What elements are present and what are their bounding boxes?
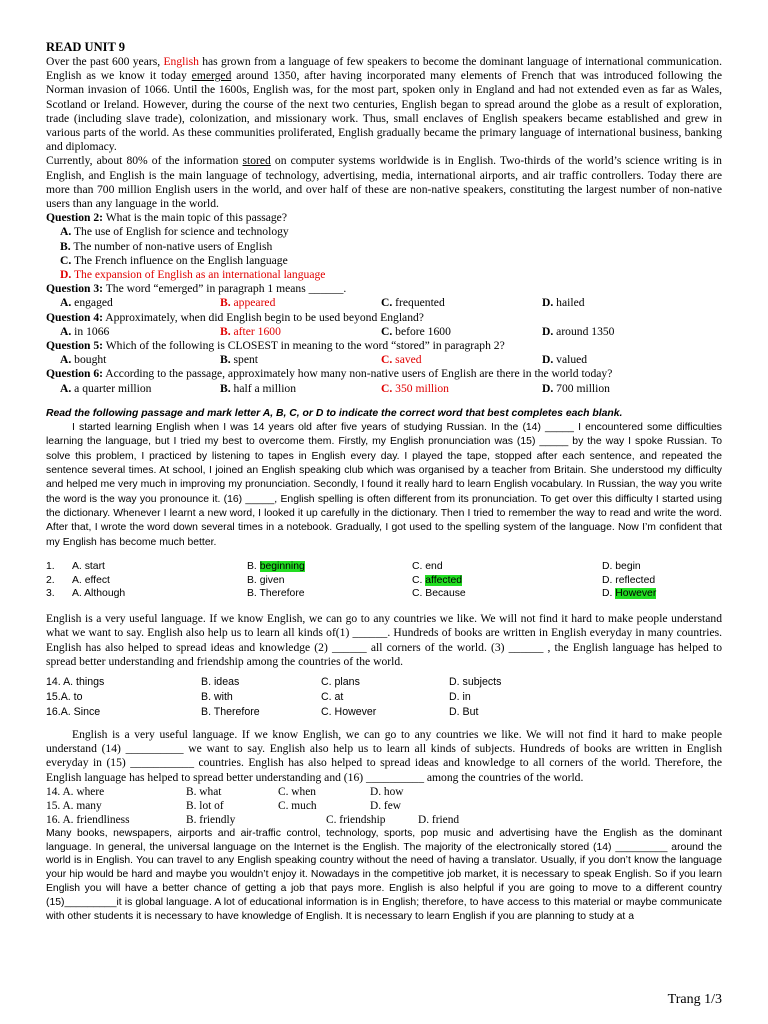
question-label: Question 4: <box>46 310 104 324</box>
question-text: The word “emerged” in paragraph 1 means ______. <box>103 282 347 296</box>
word-emerged: emerged <box>191 69 232 83</box>
page-title: READ UNIT 9 <box>46 40 125 54</box>
option-text: a quarter million <box>71 381 152 395</box>
passage-1 <box>46 55 722 211</box>
option-c <box>412 574 602 588</box>
answer-option: B. friendly <box>186 813 236 826</box>
option-letter: B. <box>220 296 231 310</box>
answer-option <box>542 353 587 367</box>
option-text: bought <box>71 353 107 367</box>
highlighted-answer: beginning <box>259 560 305 572</box>
option-d-text: D. reflected <box>602 574 656 586</box>
answer-option <box>46 225 722 239</box>
question-text: According to the passage, approximately how many non-native users of English are there in the world today? <box>103 367 613 381</box>
section-5-passage: Many books, newspapers, airports and air-traffic control, technology, sports, pop music and advertising have the English as the dominant language. In general, the universal language on the Internet is the English. The majority of the electronically stored (14) _________ around the world is in English. You can travel to any English speaking country without the need of having a translator. Usually, if you don’t know the language your hip would be hard and maybe you wouldn’t enjoy it. Nowadays in the competitive job market, it is necessary to speak English. So if you learn English you will have a better chance of getting a job that pays more. English is also helpful if you are going to move to a different country (15)_________it is global language. A lot of educational information is in English; therefore, to have access to this material or maybe communicate with other students it is necessary to have knowledge of English. It is necessary to learn English if you are planning to study at a <box>46 827 722 922</box>
option-d-text: D. begin <box>602 560 641 572</box>
answer-option: C. at <box>321 691 344 704</box>
answer-option: B. with <box>201 691 233 704</box>
answer-option <box>542 296 585 310</box>
section-2-instruction: Read the following passage and mark letter A, B, C, or D to indicate the correct word that best completes each blank. <box>46 407 623 419</box>
answer-row <box>46 560 722 574</box>
option-letter: B. <box>60 239 71 253</box>
answer-option: C. plans <box>321 676 360 689</box>
option-text: 350 million <box>392 381 449 395</box>
answer-row <box>46 785 722 799</box>
answer-option: B. what <box>186 785 222 798</box>
answer-option <box>381 382 542 396</box>
answer-option: 15. A. many <box>46 799 102 812</box>
option-b <box>247 560 412 574</box>
answer-option <box>542 382 610 396</box>
question-text: Which of the following is CLOSEST in meaning to the word “stored” in paragraph 2? <box>103 339 505 353</box>
answer-row <box>46 813 722 827</box>
option-b <box>247 587 412 601</box>
question-stem <box>46 311 722 325</box>
option-letter: C. <box>381 296 393 310</box>
option-text: frequented <box>392 296 445 310</box>
section-3-answer-table <box>46 675 722 720</box>
answer-option: D. But <box>449 706 479 719</box>
option-letter: D. <box>542 324 554 338</box>
answer-row <box>46 799 722 813</box>
option-a: A. Although <box>72 588 126 600</box>
row-number: 2. <box>46 574 55 586</box>
page-number: Trang 1/3 <box>667 992 722 1007</box>
row-number: 1. <box>46 560 55 572</box>
answer-option <box>542 325 614 339</box>
option-d-text: D. <box>602 588 616 600</box>
section-2-passage: I started learning English when I was 14 years old after five years of studying Russian. In the (14) _____ I encountered some difficulties learning the language, but I tried my best to overcome them. Firstly, my English pronunciation was (15) _____ by the way I spoke Russian. To solve this problem, I practiced by listening to tapes in English every day. I played the tape, stopped after each sentence, and repeated the sentence several times. At school, I joined an English speaking club which was organised by a teacher from Britain. She understood my difficulty and helped me very much in improving my pronunciation. Secondly, I found it really hard to learn English vocabulary. In Russian, the way you write the word is the way you pronounce it. (16) _____, English spelling is often different from its pronunciation. To get over this difficulty I started using the dictionary. Whenever I learnt a new word, I looked it up carefully in the dictionary. Then I tried to remember the way to read and write the word. After that, I wrote the word down several times in a notebook. Gradually, I got used to the spelling system of the language. Now I’m confident that my English has become much better. <box>46 422 722 548</box>
question-label: Question 3: <box>46 282 104 296</box>
answer-option <box>60 325 220 339</box>
answer-option: C. much <box>278 799 317 812</box>
answer-option: D. friend <box>418 813 460 826</box>
option-text: in 1066 <box>71 324 110 338</box>
answer-option: C. when <box>278 785 316 798</box>
option-letter: C. <box>60 253 72 267</box>
option-a: A. start <box>72 560 105 572</box>
answer-option <box>60 296 220 310</box>
question-stem <box>46 211 722 225</box>
question-stem <box>46 339 722 353</box>
word-stored: stored <box>242 154 271 168</box>
option-letter: C. <box>381 353 393 367</box>
answer-option: D. few <box>370 799 401 812</box>
answer-option <box>46 240 722 254</box>
answer-option <box>46 254 722 268</box>
option-text: after 1600 <box>230 324 281 338</box>
option-letter: D. <box>542 296 554 310</box>
highlighted-answer: affected <box>425 574 463 586</box>
option-d <box>602 574 722 588</box>
row-number: 3. <box>46 588 55 600</box>
answer-row <box>46 705 722 720</box>
option-text: hailed <box>553 296 585 310</box>
option-letter: A. <box>60 324 72 338</box>
passage-paragraph-1: Over the past 600 years, English has grown from a language of few speakers to become the dominant language of international communication. English as we know it today emerged around 1350, after having incorporated many elements of French that was introduced following the Norman invasion of 1066. Until the 1600s, English was, for the most part, spoken only in England and had not extended even as far as Wales, Scotland or Ireland. However, during the course of the next two centuries, English began to spread around the globe as a result of exploration, trade (including slave trade), colonization, and missionary work. Thus, small enclaves of English speakers became established and grew in various parts of the world. As these communities proliferated, English gradually became the primary language of international business, banking and diplomacy. <box>46 55 722 154</box>
option-text: engaged <box>71 296 113 310</box>
answer-row <box>46 690 722 705</box>
option-letter: A. <box>60 353 72 367</box>
option-text: before 1600 <box>392 324 451 338</box>
question-label: Question 6: <box>46 367 104 381</box>
answer-option: 14. A. where <box>46 785 105 798</box>
answer-option: D. subjects <box>449 676 502 689</box>
answer-option <box>220 353 381 367</box>
answer-option: D. how <box>370 785 404 798</box>
question-label: Question 5: <box>46 339 104 353</box>
option-b-text: B. given <box>247 574 285 586</box>
answer-option <box>46 268 722 282</box>
answer-option: D. in <box>449 691 471 704</box>
option-text: spent <box>230 353 259 367</box>
option-c-text: C. Because <box>412 588 466 600</box>
answer-option: B. lot of <box>186 799 224 812</box>
answer-option: 16. A. friendliness <box>46 813 130 826</box>
option-letter: A. <box>60 381 72 395</box>
option-letter: D. <box>60 268 72 282</box>
section-4 <box>46 728 722 827</box>
answer-option <box>220 296 381 310</box>
option-letter: B. <box>220 353 231 367</box>
highlighted-answer: However <box>615 588 657 600</box>
option-a: A. effect <box>72 574 110 586</box>
answer-options-row <box>46 296 722 310</box>
option-letter: D. <box>542 353 554 367</box>
option-letter: B. <box>220 324 231 338</box>
section-4-answer-table <box>46 785 722 827</box>
answer-options-row <box>46 353 722 367</box>
option-text: The French influence on the English language <box>71 253 288 267</box>
option-text: The expansion of English as an international language <box>71 268 326 282</box>
answer-row <box>46 675 722 690</box>
answer-option: 15.A. to <box>46 691 83 704</box>
option-letter: C. <box>381 324 393 338</box>
question-text: Approximately, when did English begin to be used beyond England? <box>103 310 424 324</box>
option-text: 700 million <box>553 381 610 395</box>
answer-option <box>381 353 542 367</box>
answer-option <box>381 296 542 310</box>
answer-option: C. However <box>321 706 377 719</box>
answer-option <box>60 382 220 396</box>
answer-option <box>220 325 381 339</box>
answer-option <box>381 325 542 339</box>
section-5 <box>46 827 722 924</box>
option-letter: C. <box>381 381 393 395</box>
section-3-passage: English is a very useful language. If we know English, we can go to any countries we like. We will not find it hard to make people understand what we want to say. English also help us to learn all kinds of(1) ______. Hundreds of books are written in English everyday in many countries. English has also helped to spread ideas and knowledge (2) ______ all corners of the world. (3) ______ , the English language has helped to spread better understanding and friendship among the countries of the world. <box>46 612 722 668</box>
question-label: Question 2: <box>46 211 104 225</box>
answer-option: B. ideas <box>201 676 240 689</box>
option-d <box>602 587 722 601</box>
option-b <box>247 574 412 588</box>
answer-option <box>60 353 220 367</box>
option-text: appeared <box>230 296 276 310</box>
question-list <box>46 211 722 396</box>
option-letter: D. <box>542 381 554 395</box>
answer-option: 14. A. things <box>46 676 105 689</box>
option-text: The number of non-native users of English <box>70 239 273 253</box>
answer-option: B. Therefore <box>201 706 260 719</box>
option-text: saved <box>392 353 422 367</box>
question-stem <box>46 282 722 296</box>
answer-row <box>46 574 722 588</box>
option-text: around 1350 <box>553 324 615 338</box>
option-text: valued <box>553 353 588 367</box>
highlight-english: English <box>163 55 199 68</box>
section-2 <box>46 407 722 601</box>
option-c-text: C. <box>412 574 426 586</box>
option-text: half a million <box>230 381 297 395</box>
option-b-text: B. <box>247 560 260 572</box>
passage-paragraph-2: Currently, about 80% of the information stored on computer systems worldwide is in English. Two-thirds of the world’s science writing is in English, and English is the main language of technology, advertising, media, international airports, and air traffic controllers. Today there are more than 700 million English users in the world, and over half of these are non-native speakers, constituting the largest number of non-native users than any language in the world. <box>46 154 722 211</box>
option-letter: A. <box>60 296 72 310</box>
answer-options-row <box>46 325 722 339</box>
answer-row <box>46 587 722 601</box>
answer-options-row <box>46 382 722 396</box>
option-letter: A. <box>60 225 72 239</box>
option-text: The use of English for science and technology <box>71 225 289 239</box>
option-c <box>412 587 602 601</box>
question-stem <box>46 367 722 381</box>
option-d <box>602 560 722 574</box>
option-c-text: C. end <box>412 560 443 572</box>
answer-option <box>220 382 381 396</box>
option-letter: B. <box>220 381 231 395</box>
option-c <box>412 560 602 574</box>
section-3 <box>46 612 722 720</box>
answer-option: C. friendship <box>326 813 386 826</box>
answer-option: 16.A. Since <box>46 706 101 719</box>
section-2-answer-table <box>46 560 722 601</box>
section-4-passage: English is a very useful language. If we know English, we can go to any countries we like. We will not find it hard to make people understand (14) __________ we want to say. English also help us to learn all kinds of subjects. Hundreds of books are written in English everyday in (15) ___________ countries. English has also helped to spread ideas and knowledge to all corners of the world. Therefore, the English language has helped to spread better understanding and (16) __________ among the countries of the world. <box>46 728 722 784</box>
option-b-text: B. Therefore <box>247 588 305 600</box>
question-text: What is the main topic of this passage? <box>103 211 287 225</box>
